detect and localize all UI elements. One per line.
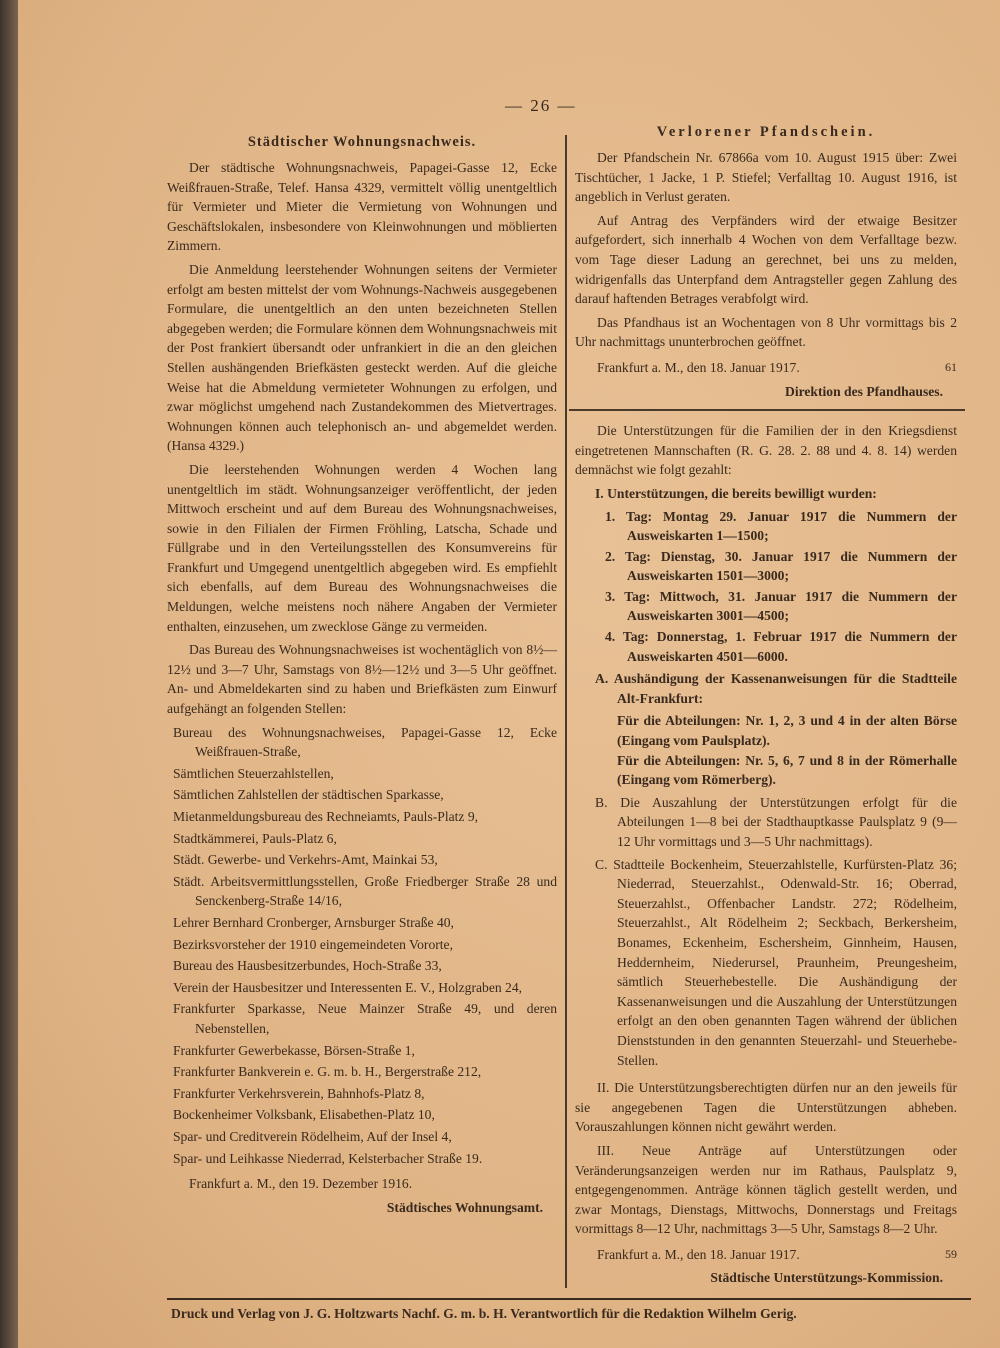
paragraph: Das Bureau des Wohnungsnachweises ist wochentäglich von 8½—12½ und 3—7 Uhr, Samstags von 8½—12½ und 3—5 Uhr geöffnet. An- und Abmeldekarten sind zu haben und Briefkästen zum Einwurf aufgehängt an folgenden Stellen: <box>167 642 557 717</box>
list-item: Mietanmeldungsbureau des Rechneiamts, Pauls-Platz 9, <box>173 809 479 824</box>
notice-unterstuetzungen <box>575 421 957 1288</box>
notice-number: 59 <box>945 1246 957 1261</box>
paragraph: Der städtische Wohnungsnachweis, Papagei-Gasse 12, Ecke Weißfrauen-Straße, Telef. Hansa 4329, vermittelt völlig unentgeltlich für Vermieter und Mieter die Vermietung von Wohnungen und Geschäftslokalen, insbesondere von Kleinwohnungen und möblierten Zimmern. <box>167 160 557 254</box>
right-column <box>567 122 965 1288</box>
paragraph: Die Anmeldung leerstehender Wohnungen seitens der Vermieter erfolgt am besten mittelst der vom Wohnungs-Nachweis ausgegebenen Formulare, die unentgeltlich an den unten bezeichneten Stellen abgegeben werden; die Formulare können dem Wohnungsnachweis mit der Post frankiert übersandt oder unfrankiert in die an den gleichen Stellen aushängenden Briefkästen gesteckt werden. Auf die gleiche Weise hat die Abmeldung vermieteter Wohnungen zu erfolgen, und zwar möglichst umgehend nach Zustandekommen des Mietvertrages. Wohnungen können auch telephonisch an- und abgemeldet werden. (Hansa 4329.) <box>167 261 557 454</box>
columns <box>167 122 967 1288</box>
section-a-item: Für die Abteilungen: Nr. 5, 6, 7 und 8 in der Römerhalle (Eingang vom Römerberg). <box>617 752 957 788</box>
notice-wohnungsnachweis <box>167 122 565 1288</box>
section-iii: III. Neue Anträge auf Unterstützungen oder Veränderungsanzeigen werden nur im Rathaus, Paulsplatz 9, entgegengenommen. Anträge können täglich gestellt werden, und zwar Montags, Dienstags, Mittwochs, Donnerstags und Freitags vormittags 8—12 Uhr, nachmittags 3—5 Uhr, Samstags 8—2 Uhr. <box>575 1142 957 1237</box>
list-item: Frankfurter Sparkasse, Neue Mainzer Straße 49, und deren Nebenstellen, <box>173 1001 557 1036</box>
imprint-footer: Druck und Verlag von J. G. Holtzwarts Nachf. G. m. b. H. Verantwortlich für die Redaktion Wilhelm Gerig. <box>167 1298 971 1343</box>
signature: Direktion des Pfandhauses. <box>785 383 943 399</box>
list-item: 4. Tag: Donnerstag, 1. Februar 1917 die Nummern der Ausweiskarten 4501—6000. <box>605 629 957 664</box>
list-item: Sämtlichen Steuerzahlstellen, <box>173 765 334 781</box>
notice-number: 61 <box>945 359 957 374</box>
list-item: Verein der Hausbesitzer und Interessenten E. V., Holzgraben 24, <box>173 979 523 995</box>
paragraph: Die Unterstützungen für die Familien der in den Kriegsdienst eingetretenen Mannschaften (R. G. 28. 2. 88 und 4. 8. 14) werden demnächst wie folgt gezahlt: <box>575 423 957 478</box>
section-heading: I. Unterstützungen, die bereits bewilligt wurden: <box>595 485 877 501</box>
dateline <box>575 358 957 378</box>
list-item: Stadtkämmerei, Pauls-Platz 6, <box>173 830 337 846</box>
list-item: Bockenheimer Volksbank, Elisabethen-Platz 10, <box>173 1107 435 1123</box>
paragraph: Auf Antrag des Verpfänders wird der etwaige Besitzer aufgefordert, sich innerhalb 4 Wochen von dem Verfalltage bezw. vom Tage dieser Ladung an gerechnet, bei uns zu melden, widrigenfalls das Unterpfand dem Antragsteller gegen Zahlung des darauf haftenden Betrages verabfolgt wird. <box>575 212 957 307</box>
list-item: Frankfurter Bankverein e. G. m. b. H., Bergerstraße 212, <box>173 1064 482 1080</box>
list-item: Sämtlichen Zahlstellen der städtischen Sparkasse, <box>173 787 444 803</box>
section-a: A. Aushändigung der Kassenanweisungen für die Stadtteile Alt-Frankfurt: <box>595 671 957 706</box>
date-text: Frankfurt a. M., den 18. Januar 1917. <box>597 359 800 375</box>
list-item: 3. Tag: Mittwoch, 31. Januar 1917 die Nummern der Ausweiskarten 3001—4500; <box>605 588 957 624</box>
list-item: Spar- und Leihkasse Niederrad, Kelsterbacher Straße 19. <box>173 1150 483 1166</box>
section-a-item: Für die Abteilungen: Nr. 1, 2, 3 und 4 in der alten Börse (Eingang vom Paulsplatz). <box>617 713 957 749</box>
locations-list <box>167 723 557 1168</box>
notice-title: Verlorener Pfandschein. <box>656 124 876 140</box>
section-ii: II. Die Unterstützungsberechtigten dürfen nur an den jeweils für sie angegebenen Tagen die Unterstützungen abheben. Vorauszahlungen können nicht gewährt werden. <box>575 1080 957 1135</box>
dateline <box>167 1174 557 1194</box>
list-item: Frankfurter Gewerbekasse, Börsen-Straße 1, <box>173 1042 415 1058</box>
list-item: 2. Tag: Dienstag, 30. Januar 1917 die Nummern der Ausweiskarten 1501—3000; <box>605 548 957 584</box>
date-text: Frankfurt a. M., den 19. Dezember 1916. <box>189 1176 413 1192</box>
section-b: B. Die Auszahlung der Unterstützungen erfolgt für die Abteilungen 1—8 bei der Stadthauptkasse Paulsplatz 9 (9—12 Uhr vormittags und 3—5 Uhr nachmittags). <box>595 794 957 849</box>
list-item: Städt. Gewerbe- und Verkehrs-Amt, Mainkai 53, <box>173 852 438 868</box>
list-item: Spar- und Creditverein Rödelheim, Auf der Insel 4, <box>173 1128 452 1144</box>
paragraph: Der Pfandschein Nr. 67866a vom 10. August 1915 über: Zwei Tischtücher, 1 Jacke, 1 P. Stiefel; Verfalltag 10. August 1916, ist angeblich in Verlust geraten. <box>575 150 957 205</box>
notice-pfandschein <box>575 122 957 401</box>
list-item: 1. Tag: Montag 29. Januar 1917 die Nummern der Ausweiskarten 1—1500; <box>605 508 957 544</box>
section-divider <box>569 409 965 411</box>
list-item: Lehrer Bernhard Cronberger, Arnsburger Straße 40, <box>173 914 454 930</box>
date-text: Frankfurt a. M., den 18. Januar 1917. <box>597 1246 800 1262</box>
section-c: C. Stadtteile Bockenheim, Steuerzahlstelle, Kurfürsten-Platz 36; Niederrad, Steuerzahlst., Odenwald-Str. 16; Oberrad, Steuerzahlst., Offenbacher Landstr. 272; Rödelheim, Steuerzahlst., Alt Rödelheim 2; Seckbach, Berkersheim, Bonames, Eckenheim, Eschersheim, Ginnheim, Hausen, Heddernheim, Niederursel, Praunheim, Preungesheim, sämtlich Steuerhebestelle. Die Aushändigung der Kassenanweisungen und die Auszahlung der Unterstützungen erfolgt an den oben genannten Tagen während der üblichen Dienststunden in den genannten Steuerzahl- und Steuerhebe-Stellen. <box>595 856 957 1068</box>
paragraph: Das Pfandhaus ist an Wochentagen von 8 Uhr vormittags bis 2 Uhr nachmittags ununterbrochen geöffnet. <box>575 314 957 350</box>
list-item: Frankfurter Verkehrsverein, Bahnhofs-Platz 8, <box>173 1085 425 1101</box>
paragraph: Die leerstehenden Wohnungen werden 4 Wochen lang unentgeltlich im städt. Wohnungsanzeiger veröffentlicht, der jeden Mittwoch erscheint und auf dem Bureau des Wohnungsnachweises, sowie in den Filialen der Firmen Fröhling, Latscha, Schade und Füllgrabe und in den Verteilungsstellen des Konsumvereins für Frankfurt und Umgegend unentgeltlich abgegeben wird. Es empfiehlt sich ebenfalls, auf dem Bureau des Wohnungsnachweises die Meldungen, welche meistens noch nähere Angaben der Vermieter enthalten, einzusehen, um zwecklose Gänge zu vermeiden. <box>167 461 557 634</box>
dateline <box>575 1245 957 1265</box>
list-item: Bureau des Hausbesitzerbundes, Hoch-Straße 33, <box>173 958 442 974</box>
list-item: Städt. Arbeitsvermittlungsstellen, Große Friedberger Straße 28 und Senckenberg-Straße 14/16, <box>173 873 557 909</box>
list-item: Bezirksvorsteher der 1910 eingemeindeten Vororte, <box>173 936 453 952</box>
page-number: — 26 — <box>505 96 577 115</box>
notice-title: Städtischer Wohnungsnachweis. <box>247 134 477 150</box>
list-item: Bureau des Wohnungsnachweises, Papagei-Gasse 12, Ecke Weißfrauen-Straße, <box>173 724 557 760</box>
signature: Städtische Unterstützungs-Kommission. <box>710 1270 943 1286</box>
signature: Städtisches Wohnungsamt. <box>386 1199 543 1215</box>
